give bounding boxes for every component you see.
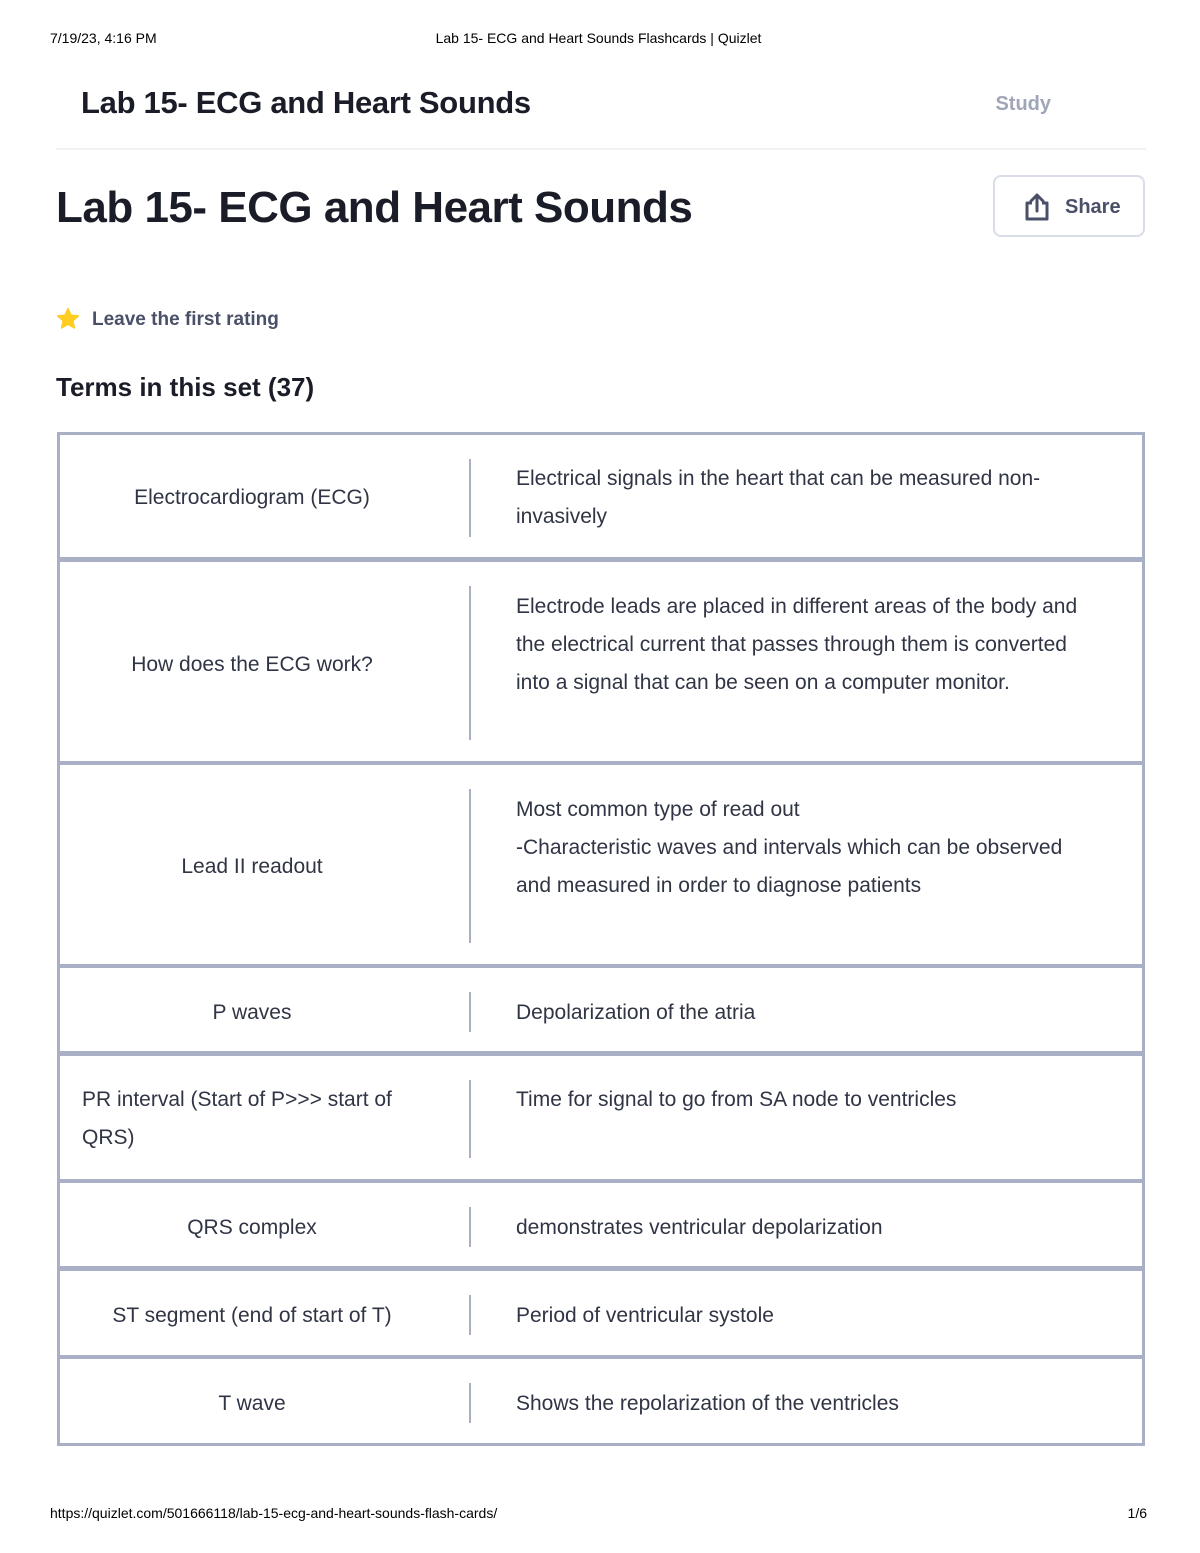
card-term: P waves <box>212 1001 292 1024</box>
card-definition: Electrode leads are placed in different areas of the body and the electrical current that passes through them is converted into a signal that can be seen on a computer monitor. <box>516 595 1078 694</box>
print-document-title: Lab 15- ECG and Heart Sounds Flashcards | Quizlet <box>435 30 762 46</box>
header-set-title: Lab 15- ECG and Heart Sounds <box>81 85 531 120</box>
print-page-number: 1/6 <box>1127 1505 1147 1521</box>
page-title: Lab 15- ECG and Heart Sounds <box>56 183 693 232</box>
card-term: Lead II readout <box>181 855 323 878</box>
card-definition: Electrical signals in the heart that can be measured non-invasively <box>516 467 1041 528</box>
star-icon <box>56 307 80 331</box>
card-definition: Depolarization of the atria <box>516 1001 756 1024</box>
term-card <box>57 1268 1145 1358</box>
print-datetime: 7/19/23, 4:16 PM <box>50 30 157 46</box>
card-definition: demonstrates ventricular depolarization <box>516 1216 883 1239</box>
term-card <box>57 1053 1145 1182</box>
term-card <box>57 432 1145 560</box>
card-term: QRS complex <box>187 1216 317 1239</box>
term-card <box>57 762 1145 967</box>
rating-label: Leave the first rating <box>92 309 279 330</box>
card-divider <box>469 1383 471 1423</box>
card-term: ST segment (end of start of T) <box>112 1304 392 1327</box>
card-divider <box>469 1295 471 1335</box>
card-term: How does the ECG work? <box>131 653 373 676</box>
card-term: PR interval (Start of P>>> start of QRS) <box>82 1088 392 1149</box>
print-url: https://quizlet.com/501666118/lab-15-ecg-and-heart-sounds-flash-cards/ <box>50 1505 498 1521</box>
card-definition: Shows the repolarization of the ventricles <box>516 1392 899 1415</box>
study-button[interactable]: Study <box>995 93 1051 115</box>
print-footer <box>50 1505 1147 1523</box>
term-card <box>57 965 1145 1054</box>
card-definition: Most common type of read out -Characteristic waves and intervals which can be observed and measured in order to diagnose patients <box>516 798 1063 897</box>
card-divider <box>469 992 471 1032</box>
share-icon <box>1021 192 1053 222</box>
share-button[interactable] <box>993 175 1145 237</box>
card-divider <box>469 459 471 537</box>
card-term: T wave <box>218 1392 286 1415</box>
card-divider <box>469 1080 471 1158</box>
card-term: Electrocardiogram (ECG) <box>134 486 370 509</box>
term-card <box>57 1356 1145 1446</box>
card-divider <box>469 789 471 943</box>
print-header <box>50 30 1147 48</box>
share-label: Share <box>1065 196 1121 218</box>
terms-heading: Terms in this set (37) <box>56 372 315 402</box>
card-divider <box>469 1207 471 1247</box>
term-card <box>57 559 1145 764</box>
sticky-header <box>56 56 1146 150</box>
term-card <box>57 1180 1145 1269</box>
card-divider <box>469 586 471 740</box>
card-definition: Time for signal to go from SA node to ventricles <box>516 1088 957 1111</box>
card-definition: Period of ventricular systole <box>516 1304 774 1327</box>
